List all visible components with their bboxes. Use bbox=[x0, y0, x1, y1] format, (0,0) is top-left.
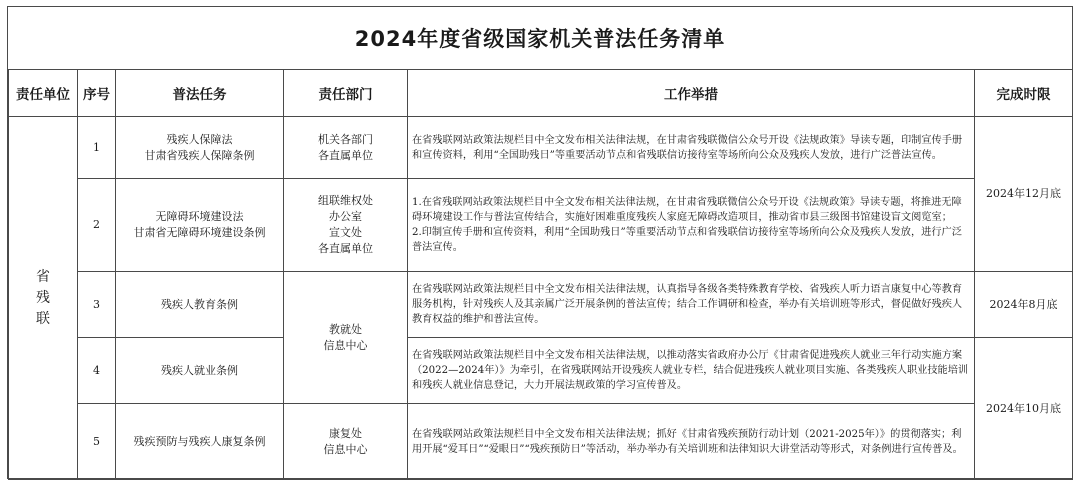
measure-text: 在省残联网站政策法规栏目中全文发布相关法律法规，以推动落实省政府办公厅《甘肃省促进残疾人就业三年行动实施方案（2022—2024年）》为牵引，在省残联网站开设残疾人就业专栏，结合促进残疾人就业项目实施、各类残疾人职业技能培训和残疾人就业信息登记，大力开展法规政策的学习宣传普及。 bbox=[412, 350, 969, 391]
measure-cell bbox=[408, 338, 975, 404]
task-line: 甘肃省无障碍环境建设条例 bbox=[133, 226, 266, 239]
seq-cell: 2 bbox=[78, 179, 116, 272]
task-line: 残疾预防与残疾人康复条例 bbox=[133, 434, 266, 448]
task-line: 残疾人就业条例 bbox=[161, 363, 238, 377]
task-line: 甘肃省残疾人保障条例 bbox=[144, 148, 255, 162]
seq-cell: 4 bbox=[78, 338, 116, 404]
table-row bbox=[9, 272, 1073, 338]
dept-line: 各直属单位 bbox=[318, 242, 373, 255]
dept-cell bbox=[284, 404, 408, 480]
dept-cell bbox=[284, 117, 408, 179]
dept-line: 信息中心 bbox=[323, 442, 368, 456]
responsible-unit-cell bbox=[9, 117, 78, 480]
seq-cell: 1 bbox=[78, 117, 116, 179]
task-line: 残疾人教育条例 bbox=[161, 297, 238, 311]
deadline-cell: 2024年12月底 bbox=[975, 117, 1073, 272]
header-dept: 责任部门 bbox=[284, 70, 408, 117]
task-line: 残疾人保障法 bbox=[166, 132, 233, 146]
header-row bbox=[9, 70, 1073, 117]
measure-cell bbox=[408, 404, 975, 480]
dept-line: 组联维权处 bbox=[318, 194, 373, 207]
measure-cell bbox=[408, 272, 975, 338]
dept-line: 宣文处 bbox=[329, 226, 362, 239]
deadline-cell: 2024年8月底 bbox=[975, 272, 1073, 338]
unit-char: 残 bbox=[36, 289, 50, 306]
measure-cell bbox=[408, 179, 975, 272]
task-table bbox=[8, 69, 1073, 480]
seq-cell: 3 bbox=[78, 272, 116, 338]
dept-line: 教就处 bbox=[329, 322, 362, 336]
dept-line: 信息中心 bbox=[323, 338, 368, 352]
task-line: 无障碍环境建设法 bbox=[155, 210, 244, 223]
measure-text: 在省残联网站政策法规栏目中全文发布相关法律法规，认真指导各级各类特殊教育学校、省残疾人听力语言康复中心等教育服务机构，针对残疾人及其亲属广泛开展条例的普法宣传；结合工作调研和检查，举办有关培训班等形式，督促做好残疾人教育权益的维护和普法宣传。 bbox=[412, 284, 963, 325]
measure-text: 1.在省残联网站政策法规栏目中全文发布相关法律法规，在甘肃省残联微信公众号开设《法规政策》导读专题，将推进无障碍环境建设工作与普法宣传结合，实施好困难重度残疾人家庭无障碍改造项目，推动省市县三级图书馆建设盲文阅览室； bbox=[412, 197, 962, 223]
dept-line: 机关各部门 bbox=[318, 132, 373, 146]
task-cell bbox=[116, 179, 284, 272]
dept-line: 办公室 bbox=[329, 210, 362, 223]
header-unit: 责任单位 bbox=[9, 70, 78, 117]
measure-text: 在省残联网站政策法规栏目中全文发布相关法律法规，在甘肃省残联微信公众号开设《法规政策》导读专题，印制宣传手册和宣传资料，利用“全国助残日”等重要活动节点和省残联信访接待室等场所向公众及残疾人发放，进行广泛普法宣传。 bbox=[412, 134, 963, 161]
table-row bbox=[9, 338, 1073, 404]
deadline-cell: 2024年10月底 bbox=[975, 338, 1073, 480]
page-title: 2024年度省级国家机关普法任务清单 bbox=[8, 7, 1072, 70]
dept-line: 康复处 bbox=[329, 426, 362, 440]
header-task: 普法任务 bbox=[116, 70, 284, 117]
task-cell bbox=[116, 338, 284, 404]
task-cell bbox=[116, 404, 284, 480]
unit-char: 联 bbox=[36, 310, 50, 327]
table-row bbox=[9, 117, 1073, 179]
dept-cell bbox=[284, 179, 408, 272]
unit-char: 省 bbox=[36, 268, 50, 285]
seq-cell: 5 bbox=[78, 404, 116, 480]
task-cell bbox=[116, 272, 284, 338]
task-cell bbox=[116, 117, 284, 179]
header-measure: 工作举措 bbox=[408, 70, 975, 117]
dept-line: 各直属单位 bbox=[318, 148, 373, 162]
dept-cell bbox=[284, 272, 408, 404]
measure-text: 在省残联网站政策法规栏目中全文发布相关法律法规；抓好《甘肃省残疾预防行动计划（2021-2025年）》的贯彻落实；利用开展“爱耳日”“爱眼日”“残疾预防日”等活动，举办举办有关培训班和法律知识大讲堂活动等形式，对条例进行宣传普及。 bbox=[412, 428, 963, 455]
task-list-sheet bbox=[7, 6, 1073, 479]
measure-text: 2.印制宣传手册和宣传资料，利用“全国助残日”等重要活动节点和省残联信访接待室等场所向公众及残疾人发放，进行广泛普法宣传。 bbox=[412, 227, 962, 253]
table-row bbox=[9, 179, 1073, 272]
header-deadline: 完成时限 bbox=[975, 70, 1073, 117]
table-row bbox=[9, 404, 1073, 480]
header-seq: 序号 bbox=[78, 70, 116, 117]
measure-cell bbox=[408, 117, 975, 179]
